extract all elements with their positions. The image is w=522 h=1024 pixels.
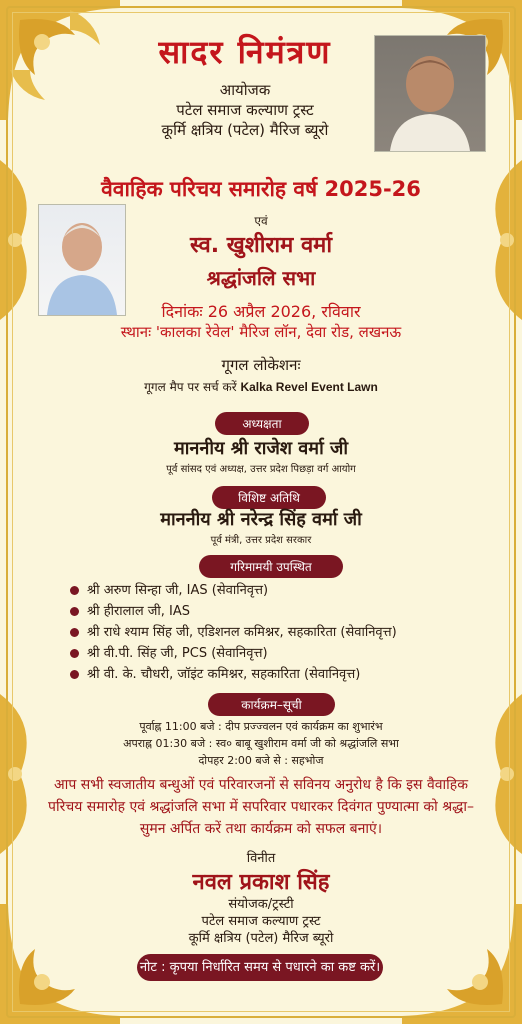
dignitaries-list [70, 580, 500, 685]
guest-description: पूर्व मंत्री, उत्तर प्रदेश सरकार [210, 535, 312, 546]
signer-role: संयोजक/ट्रस्टी [228, 897, 294, 912]
event-venue: स्थानः 'कालका रेवेल' मैरिज लॉन, देवा रोड, लखनऊ [120, 323, 402, 341]
corner-ornament [0, 0, 120, 120]
chair-description: पूर्व सांसद एवं अध्यक्ष, उत्तर प्रदेश पिछड़ा वर्ग आयोग [166, 464, 356, 475]
list-item [70, 580, 500, 601]
note-banner: नोट : कृपया निर्धारित समय से पधारने का कष्ट करें। [137, 954, 383, 981]
program-badge: कार्यक्रम–सूची [208, 693, 335, 716]
dignitary-name: श्री राधे श्याम सिंह जी, एडिशनल कमिश्नर, सहकारिता (सेवानिवृत्त) [87, 625, 397, 640]
event-title: वैवाहिक परिचय समारोह वर्ष 2025-26 [101, 177, 421, 201]
google-search-term: Kalka Revel Event Lawn [240, 380, 378, 394]
google-location-label: गूगल लोकेशनः [221, 356, 301, 374]
google-search-prefix: गूगल मैप पर सर्च करें [144, 380, 237, 394]
program-item: अपराह्न 01:30 बजे : स्व० बाबू खुशीराम वर्मा जी को श्रद्धांजलि सभा [123, 737, 399, 750]
program-item: पूर्वाह्न 11:00 बजे : दीप प्रज्ज्वलन एवं कार्यक्रम का शुभारंभ [139, 720, 383, 733]
bullet-icon [70, 649, 79, 658]
bullet-icon [70, 607, 79, 616]
dignitary-name: श्री वी.पी. सिंह जी, PCS (सेवानिवृत्त) [87, 646, 268, 661]
organizer-bureau: कूर्मि क्षत्रिय (पटेल) मैरिज ब्यूरो [161, 121, 329, 139]
guest-badge: विशिष्ट अतिथि [212, 486, 326, 509]
chair-badge: अध्यक्षता [215, 412, 309, 435]
bullet-icon [70, 628, 79, 637]
signer-bureau: कूर्मि क्षत्रिय (पटेल) मैरिज ब्यूरो [188, 931, 334, 946]
portrait-icon [375, 36, 485, 151]
bullet-icon [70, 670, 79, 679]
program-item: दोपहर 2:00 बजे से : सहभोज [198, 754, 324, 767]
and-label: एवं [254, 214, 268, 228]
dignitary-name: श्री अरुण सिन्हा जी, IAS (सेवानिवृत्त) [87, 583, 269, 598]
page-title: सादर निमंत्रण [158, 33, 332, 71]
dignitary-name: श्री वी. के. चौधरी, जॉइंट कमिश्नर, सहकारिता (सेवानिवृत्त) [87, 667, 361, 682]
dignitary-name: श्री हीरालाल जी, IAS [87, 604, 191, 619]
organizer-name: पटेल समाज कल्याण ट्रस्ट [176, 101, 314, 119]
chair-name: माननीय श्री राजेश वर्मा जी [173, 438, 349, 459]
list-item [70, 643, 500, 664]
organizer-label: आयोजक [219, 81, 271, 99]
vinit-label: विनीत [246, 851, 276, 866]
portrait-photo-top [374, 35, 486, 152]
tribute-event: श्रद्धांजलि सभा [206, 266, 316, 290]
google-search-hint [0, 378, 522, 395]
list-item [70, 601, 500, 622]
tribute-name: स्व. खुशीराम वर्मा [189, 233, 333, 258]
guest-name: माननीय श्री नरेन्द्र सिंह वर्मा जी [160, 509, 362, 530]
signer-org: पटेल समाज कल्याण ट्रस्ट [201, 914, 321, 929]
dignitaries-badge: गरिमामयी उपस्थित [199, 555, 343, 578]
list-item [70, 664, 500, 685]
appeal-text: आप सभी स्वजातीय बन्धुओं एवं परिवारजनों से सविनय अनुरोध है कि इस वैवाहिक परिचय समारोह एवं श्रद्धांजलि सभा में सपरिवार पधारकर दिवंगत पुण्यात्मा को श्रद्धा–सुमन अर्पित करें तथा कार्यक्रम को सफल बनाएं। [48, 777, 474, 837]
event-date: दिनांकः 26 अप्रैल 2026, रविवार [161, 302, 361, 321]
list-item [70, 622, 500, 643]
signer-name: नवल प्रकाश सिंह [192, 870, 330, 895]
bullet-icon [70, 586, 79, 595]
